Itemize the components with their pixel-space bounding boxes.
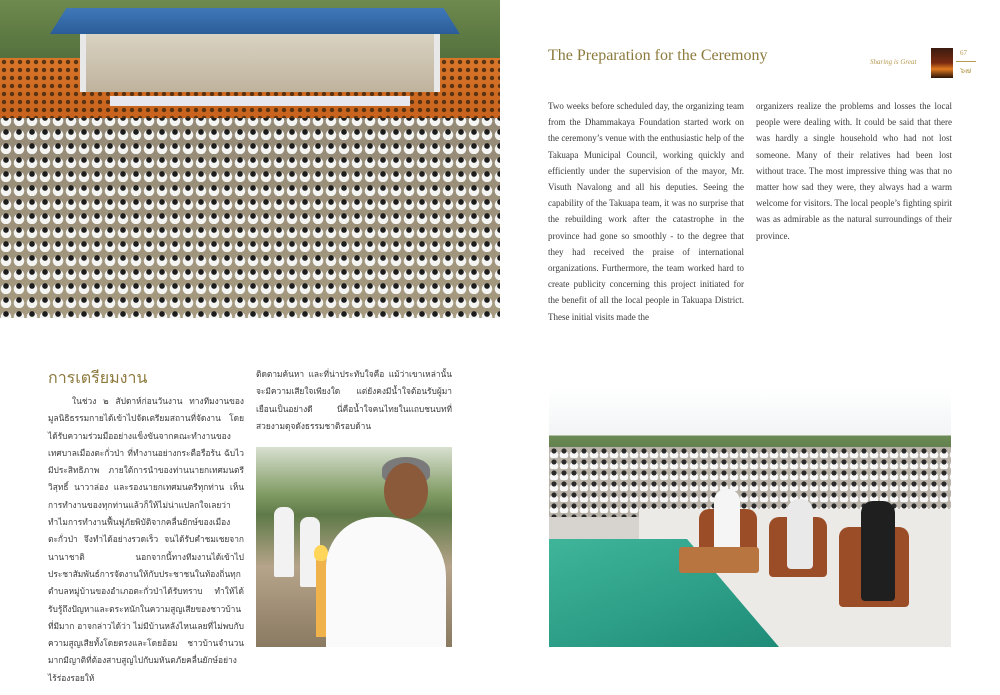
candle-thumbnail-icon [931,48,953,78]
woman-in-white [326,517,446,647]
background-person [274,507,294,577]
coffee-table [679,547,759,573]
seated-official [861,501,895,601]
english-heading: The Preparation for the Ceremony [548,47,768,64]
stage-roof [50,8,460,34]
page-number: 67 [960,49,967,57]
english-column-2: organizers realize the problems and losses the local people were dealing with. It could be said that there was hardly a single household who had not lost someone. Many of their relatives had been lost without trace. The most impressive thing was that no matter how sad they were, they always had a warm welcome for visitors. The local people’s fighting spirit was as admirable as the natural surroundings of their province. [756,101,952,241]
ceremony-stage [80,34,440,92]
candle [316,557,326,637]
crowd-ceremony-photo [0,0,500,318]
officials-seated-photo [549,389,951,647]
stage-banner [110,96,410,106]
thai-column-2: ติดตามค้นหา และที่น่าประทับใจคือ แม้ว่าเขาเหล่านั้นจะมีความเสียใจเพียงใด แต่ยังคงมีน้ำใจต้อนรับผู้มาเยือนเป็นอย่างดี นี่คือน้ำใจคนไทยในแถบชนบทที่สวยงามดุจดังธรรมชาติรอบด้าน [256,369,452,431]
thai-heading: การเตรียมงาน [48,370,148,387]
woman-praying-photo [256,447,452,647]
english-column-1: Two weeks before scheduled day, the organizing team from the Dhammakaya Foundation started work on the ceremony’s venue with the enthusiastic help of the Takuapa Municipal Council, working quickly and efficiently under the supervision of the mayor, Mr. Visuth Navalong and all his deputies. Seeing the capability of the Takuapa team, it was no surprise that the rebuilding work after the catastrophe in the province had gone so smoothly - to the degree that they had received the praise of international organizations. Furthermore, the team worked hard to create publicity concerning this project initiated for the benefit of all the local people in Takuapa District. These initial visits made the [548,101,744,322]
running-header-title: Sharing is Great [870,58,917,66]
woman-face [384,463,428,519]
seated-official [787,499,813,569]
thai-column-1: ในช่วง ๒ สัปดาห์ก่อนวันงาน ทางทีมงานของมูลนิธิธรรมกายได้เข้าไปจัดเตรียมสถานที่จัดงาน โดยได้รับความร่วมมืออย่างแข็งขันจากคณะทำงานของเทศบาลเมืองตะกั่วป่า ที่ทำงานอย่างกระตือรือร้น ฉับไวมีประสิทธิภาพ ภายใต้การนำของท่านนายกเทศมนตรี วิสุทธิ์ นาวาล่อง และรองนายกเทศมนตรีทุกท่าน เห็นการทำงานของทุกท่านแล้วก็ให้ไม่น่าแปลกใจเลยว่าทำไมการทำงานฟื้นฟูภัยพิบัติจากคลื่นยักษ์ของเมืองตะกั่วป่า จึงทำได้อย่างรวดเร็ว จนได้รับคำชมเชยจากนานาชาติ นอกจากนี้ทางทีมงานได้เข้าไปประชาสัมพันธ์การจัดงานให้กับประชาชนในท้องถิ่นทุกตำบลหมู่บ้านของอำเภอตะกั่วป่าได้รับทราบ ทำให้ได้รับรู้ถึงปัญหาและตระหนักในความสูญเสียของชาวบ้านที่มีมาก อาจกล่าวได้ว่า ไม่มีบ้านหลังไหนเลยที่ไม่พบกับความสูญเสียทั้งโดยตรงและโดยอ้อม ชาวบ้านจำนวนมากมีญาติที่ต้องสาบสูญไปกับมหันตภัยคลื่นยักษ์อย่างไร้ร่องรอยให้ [48,396,244,683]
page-number-divider [956,61,976,62]
page-number-thai: ๖๗ [960,66,972,75]
